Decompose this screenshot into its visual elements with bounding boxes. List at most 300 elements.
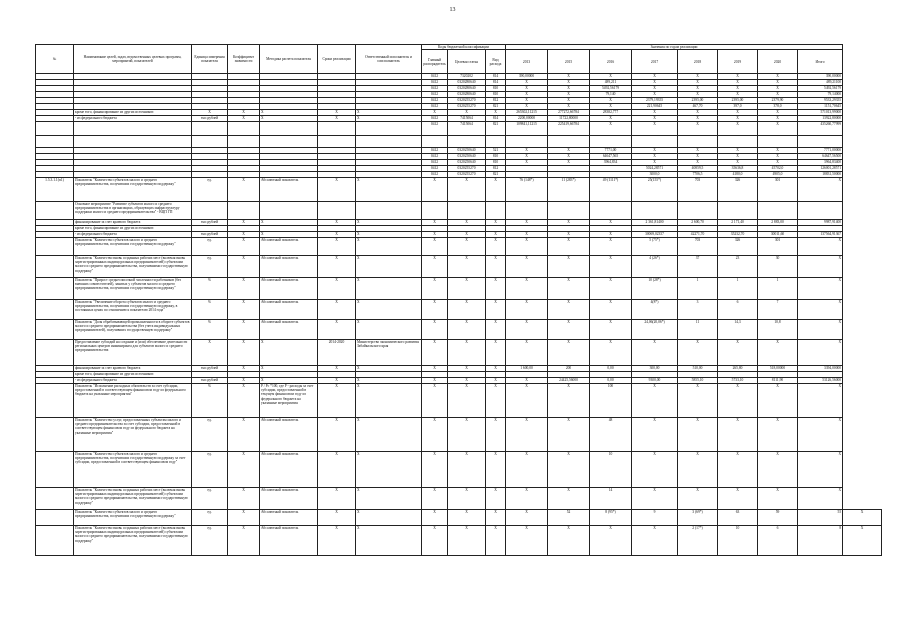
table-cell: 64647,56500 (798, 154, 843, 160)
table-cell: X (228, 378, 260, 384)
table-cell: Показатель "Прирост среднесписочной численности работников (без внешних совместителей), занятых у субъектов малого и среднего предпринимательства, получивших государственную поддержку" (74, 278, 192, 300)
table-cell: X (678, 340, 718, 366)
table-cell: 9 (632, 510, 678, 526)
table-row (36, 278, 882, 300)
table-cell (36, 320, 74, 340)
table-cell: X (548, 160, 590, 166)
table-cell (36, 418, 74, 452)
table-cell: X (548, 300, 590, 320)
table-cell: ед. (192, 418, 228, 452)
table-cell: X (486, 232, 506, 238)
header-year: 2013 (506, 50, 548, 74)
table-cell: тыс.рублей (192, 378, 228, 384)
table-cell: 3 (69*) (678, 510, 718, 526)
table-cell: X (678, 154, 718, 160)
table-cell: 821 (486, 122, 506, 136)
table-cell: X (718, 74, 758, 80)
table-cell: X (448, 340, 486, 366)
table-cell (192, 122, 228, 136)
table-cell: X (506, 80, 548, 86)
table-cell: X (548, 384, 590, 418)
table-cell (548, 202, 590, 220)
table-cell: X (718, 452, 758, 488)
table-cell (228, 122, 260, 136)
header-bcc-article: Целевая статья (448, 50, 486, 74)
table-cell: X (678, 122, 718, 136)
table-cell: X (318, 300, 356, 320)
table-cell: X (506, 232, 548, 238)
table-cell: Показатель "Количество вновь созданных рабочих мест (включая вновь зарегистрированных индивидуальных предпринимателей) субъектами малого и среднего предпринимательства, получившими государственную поддержку" (74, 526, 192, 556)
table-cell: X (318, 178, 356, 202)
table-row (36, 320, 882, 340)
table-cell: X (548, 154, 590, 160)
table-cell: X (486, 300, 506, 320)
header-coef: Коэффициент значимости (228, 45, 260, 74)
table-cell: 300,00 (632, 366, 678, 372)
table-cell: 5 (75*) (632, 238, 678, 256)
table-cell: 5492,56179 (798, 86, 843, 92)
table-cell: 6 (718, 300, 758, 320)
table-cell: 0320255270 (448, 172, 486, 178)
table-cell: X (632, 122, 678, 136)
table-cell: Показатель "Количество субъектов малого и среднего предпринимательства, получивших государственную поддержку" (74, 238, 192, 256)
table-cell: 3964,83400 (798, 160, 843, 166)
table-cell: X (718, 122, 758, 136)
table-cell: X (318, 116, 356, 122)
table-cell (74, 122, 192, 136)
table-cell: X (758, 384, 798, 418)
table-cell: тыс.рублей (192, 232, 228, 238)
table-cell: X (486, 178, 506, 202)
table-cell: X (356, 220, 422, 226)
table-cell: X (632, 110, 678, 116)
table-cell: X (506, 378, 548, 384)
table-cell: X (798, 452, 843, 488)
table-cell: X (548, 238, 590, 256)
table-cell: X (356, 278, 422, 300)
header-period: Сроки реализации (318, 45, 356, 74)
table-cell (36, 122, 74, 136)
table-cell: X (718, 384, 758, 418)
table-cell: X (448, 510, 486, 526)
table-cell: 0320280640 (448, 86, 486, 92)
table-cell: 0,00 (590, 366, 632, 372)
table-cell: X (632, 74, 678, 80)
table-cell: 518,00000 (758, 366, 798, 372)
table-cell: X (548, 98, 590, 104)
table-cell: X (590, 526, 632, 556)
table-cell: 200 (548, 366, 590, 372)
table-cell: X (448, 320, 486, 340)
table-row (36, 510, 882, 526)
table-cell: X (448, 526, 486, 556)
table-cell: X (228, 116, 260, 122)
table-cell: 10 (590, 452, 632, 488)
table-cell: X (228, 510, 260, 526)
table-cell: 8 (95*) (590, 510, 632, 526)
table-cell: 1 600,00 (506, 366, 548, 372)
table-cell: 35636,8 (718, 166, 758, 172)
table-cell (356, 202, 422, 220)
table-cell: Показатель "Исполнение расходных обязательств за счет субсидии, предоставленной в соответствующем финансовом году из федерального бюджета на указанные мероприятия" (74, 384, 192, 418)
table-cell: 5855,10 (678, 378, 718, 384)
table-cell: 812 (486, 98, 506, 104)
table-cell: Предоставление субсидий на создание и (или) обеспечение деятельности региональных центров инжиниринга для субъектов малого и среднего предпринимательства (74, 340, 192, 366)
table-cell: ед. (192, 526, 228, 556)
table-cell: 0412 (422, 116, 448, 122)
table-cell: X (798, 256, 843, 278)
table-cell: X (422, 110, 448, 116)
table-cell: 703 (678, 178, 718, 202)
table-cell: X (448, 418, 486, 452)
table-cell: 7771,00 (590, 148, 632, 154)
table-cell: кроме того, финансирование из других источников: (74, 372, 192, 378)
table-cell: X (548, 92, 590, 98)
table-cell: X (548, 256, 590, 278)
table-cell (678, 136, 718, 148)
table-cell: 0412 (422, 98, 448, 104)
table-cell (260, 122, 318, 136)
table-cell: X (758, 160, 798, 166)
table-cell: X (506, 154, 548, 160)
table-row (36, 178, 882, 202)
table-cell: X (798, 384, 843, 418)
table-cell: 7415064 (448, 122, 486, 136)
table-cell: 24,06(20,06*) (632, 320, 678, 340)
table-cell: 5733,10 (718, 378, 758, 384)
table-cell: X (506, 104, 548, 110)
table-cell (36, 452, 74, 488)
table-row (36, 238, 882, 256)
table-cell (228, 202, 260, 220)
table-cell: X (678, 148, 718, 154)
table-cell: финансирование за счет краевого бюджета (74, 220, 192, 226)
header-total: Итого (798, 50, 843, 74)
table-header (36, 45, 882, 74)
table-cell: % (192, 300, 228, 320)
table-cell (36, 238, 74, 256)
table-cell: 0412 (422, 86, 448, 92)
table-cell: 3964,834 (590, 160, 632, 166)
table-cell: X (632, 340, 678, 366)
table-cell: X (590, 122, 632, 136)
table-cell: 48 (590, 418, 632, 452)
table-cell: X (678, 86, 718, 92)
table-cell: 4 (26*) (632, 256, 678, 278)
table-cell: X (260, 116, 318, 122)
table-cell: ед. (192, 452, 228, 488)
header-year: 2020 (758, 50, 798, 74)
table-cell: X (228, 366, 260, 372)
table-cell: X (758, 74, 798, 80)
table-cell (422, 136, 448, 148)
table-cell (590, 136, 632, 148)
table-cell: - из федерального бюджета (74, 232, 192, 238)
header-values: Значения по годам реализации (506, 45, 843, 50)
table-cell: X (678, 116, 718, 122)
header-year: 2016 (590, 50, 632, 74)
table-cell: ед. (192, 256, 228, 278)
header-name: Наименование целей, задач, ведомственных целевых программ, мероприятий, показателей (74, 45, 192, 74)
program-table (35, 44, 882, 556)
table-cell: X (758, 92, 798, 98)
table-cell (260, 136, 318, 148)
table-cell: 0,00 (590, 378, 632, 384)
table-cell: X (548, 320, 590, 340)
table-cell: 1.5.3.1.1(п1) (36, 178, 74, 202)
table-cell (590, 202, 632, 220)
table-cell: X (718, 110, 758, 116)
table-cell: X (632, 86, 678, 92)
table-cell: X (356, 232, 422, 238)
table-cell: X (228, 238, 260, 256)
table-cell (318, 122, 356, 136)
table-cell (318, 136, 356, 148)
table-cell: X (422, 418, 448, 452)
table-cell: 1151,70645 (798, 104, 843, 110)
table-cell: P / Pc *100, где P - расходы за счет субсидии, предоставленной в текущем финансовом году из федерального бюджета на указанные мероприятия (260, 384, 318, 418)
table-cell: X (448, 232, 486, 238)
table-cell: X (548, 148, 590, 154)
table-cell: X (486, 510, 506, 526)
table-cell: X (356, 526, 422, 556)
table-cell: X (356, 510, 422, 526)
table-cell (228, 136, 260, 148)
table-cell: 28382,777 (590, 110, 632, 116)
table-cell: X (448, 278, 486, 300)
table-cell: 6 (758, 526, 798, 556)
table-cell (36, 526, 74, 556)
table-cell: X (228, 110, 260, 116)
table-cell: X (590, 116, 632, 122)
table-cell: X (678, 160, 718, 166)
table-cell: % (192, 278, 228, 300)
table-cell: 0412 (422, 92, 448, 98)
table-cell: X (506, 488, 548, 510)
table-cell: X (422, 366, 448, 372)
table-cell: X (422, 232, 448, 238)
table-cell: 0412 (422, 80, 448, 86)
table-cell: X (548, 452, 590, 488)
table-cell: X (678, 92, 718, 98)
table-cell: X (678, 384, 718, 418)
table-cell: X (678, 488, 718, 510)
table-cell: 2014-2020 (318, 340, 356, 366)
table-cell: 3 (678, 300, 718, 320)
table-cell: 2379,90 (758, 98, 798, 104)
table-cell: X (448, 256, 486, 278)
table-cell: X (422, 378, 448, 384)
table-cell: X (798, 300, 843, 320)
table-cell (718, 202, 758, 220)
table-cell: X (228, 488, 260, 510)
table-row (36, 136, 882, 148)
table-cell: X (318, 366, 356, 372)
table-cell: финансирование за счет краевого бюджета (74, 366, 192, 372)
table-row (36, 418, 882, 452)
header-unit: Единица измерения показателя (192, 45, 228, 74)
table-cell (486, 202, 506, 220)
table-row (36, 122, 882, 136)
header-method: Методика расчета показателя (260, 45, 318, 74)
table-cell: 49 (1111*) (590, 178, 632, 202)
table-cell: X (798, 340, 843, 366)
table-cell: Абсолютный показатель (260, 300, 318, 320)
table-cell: X (758, 148, 798, 154)
table-cell: X (632, 526, 678, 556)
table-cell: 53126,56000 (798, 378, 843, 384)
table-cell: 821 (486, 172, 506, 178)
table-cell: X (448, 300, 486, 320)
table-cell: 23 (718, 256, 758, 278)
table-cell: X (318, 378, 356, 384)
table-cell (36, 202, 74, 220)
table-cell: 18831,50000 (798, 172, 843, 178)
table-cell: 326 (718, 178, 758, 202)
table-cell: X (758, 154, 798, 160)
table-cell: X (486, 110, 506, 116)
table-cell: X (632, 148, 678, 154)
table-cell: X (486, 418, 506, 452)
table-cell: X (422, 320, 448, 340)
table-cell (356, 122, 422, 136)
table-cell: % (192, 320, 228, 340)
table-cell: X (718, 92, 758, 98)
table-cell: X (228, 418, 260, 452)
table-cell: 489,211 (590, 80, 632, 86)
table-cell: X (228, 452, 260, 488)
table-cell (356, 136, 422, 148)
table-cell: Показатель "Доля обрабатывающей промышленности в обороте субъектов малого и среднего предпринимательства (без учета индивидуальных предпринимателей), получивших государственную поддержку" (74, 320, 192, 340)
table-cell: X (548, 74, 590, 80)
table-cell: 79,140 (590, 92, 632, 98)
table-cell (448, 202, 486, 220)
table-cell: 0412 (422, 104, 448, 110)
table-cell: X (506, 340, 548, 366)
table-cell: X (422, 488, 448, 510)
table-cell: X (356, 488, 422, 510)
table-cell: X (718, 154, 758, 160)
table-cell: X (798, 178, 843, 202)
table-cell: 810 (486, 160, 506, 166)
table-cell: X (448, 378, 486, 384)
table-cell: X (678, 452, 718, 488)
table-cell: 24425,56000 (548, 378, 590, 384)
table-cell: Абсолютный показатель (260, 488, 318, 510)
table-cell: Министерство экономического развития Забайкальского края (356, 340, 422, 366)
table-cell: X (506, 526, 548, 556)
table-cell: X (590, 220, 632, 226)
table-cell: ед. (192, 178, 228, 202)
table-cell: X (758, 452, 798, 488)
table-cell: X (506, 148, 548, 154)
table-cell: 100 (590, 384, 632, 418)
table-cell: X (506, 278, 548, 300)
header-year: 2017 (632, 50, 678, 74)
table-cell: X (228, 256, 260, 278)
header-year: 2019 (718, 50, 758, 74)
table-cell: X (486, 488, 506, 510)
table-cell: X (356, 320, 422, 340)
table-cell: X (356, 452, 422, 488)
table-cell: X (678, 110, 718, 116)
table-cell: X (798, 418, 843, 452)
table-cell: 11722,80000 (548, 116, 590, 122)
table-cell: X (356, 418, 422, 452)
table-cell: X (590, 340, 632, 366)
table-cell (36, 488, 74, 510)
table-cell: 0412 (422, 122, 448, 136)
table-cell: X (798, 488, 843, 510)
table-cell: 64647,565 (590, 154, 632, 160)
table-cell: Абсолютный показатель (260, 418, 318, 452)
table-cell: 7771,00000 (798, 148, 843, 154)
table-cell: 810 (486, 86, 506, 92)
table-cell (758, 136, 798, 148)
header-executor: Ответственный исполнитель и соисполнитель (356, 45, 422, 74)
table-cell: X (798, 320, 843, 340)
table-row (36, 340, 882, 366)
table-cell: X (260, 340, 318, 366)
table-row (36, 202, 882, 220)
table-cell: X (632, 154, 678, 160)
table-cell (36, 278, 74, 300)
table-cell: X (448, 110, 486, 116)
table-cell: 7706,5 (678, 172, 718, 178)
table-cell: X (318, 510, 356, 526)
table-cell: X (318, 526, 356, 556)
table-cell: 2 361,81400 (632, 220, 678, 226)
table-cell: кроме того, финансирование из других источников: (74, 110, 192, 116)
table-cell: кроме того, финансирование из других источников: (74, 226, 192, 232)
table-cell: 137564,91367 (798, 232, 843, 238)
table-cell: X (486, 452, 506, 488)
table-cell: 4(8*) (632, 300, 678, 320)
table-cell: X (448, 488, 486, 510)
table-cell: X (318, 320, 356, 340)
table-cell: X (718, 418, 758, 452)
table-cell (192, 202, 228, 220)
table-cell: 2 883,00 (758, 220, 798, 226)
table-cell: X (678, 74, 718, 80)
table-cell: X (356, 366, 422, 372)
table-cell: X (548, 80, 590, 86)
table-cell: 10 (718, 526, 758, 556)
table-cell: X (318, 278, 356, 300)
table-row (36, 256, 882, 278)
table-cell (448, 136, 486, 148)
table-cell: 11 (678, 320, 718, 340)
table-cell: X (632, 452, 678, 488)
table-cell: X (486, 220, 506, 226)
table-cell: X (486, 526, 506, 556)
table-cell: 0320255270 (448, 98, 486, 104)
page-number: 13 (449, 7, 456, 13)
table-cell: X (718, 116, 758, 122)
table-cell: X (506, 418, 548, 452)
table-cell: X (506, 160, 548, 166)
table-cell: X (228, 526, 260, 556)
table-cell: X (758, 80, 798, 86)
table-cell: - из федерального бюджета (74, 116, 192, 122)
table-cell: 814 (486, 74, 506, 80)
table-cell: 2 (17*) (678, 526, 718, 556)
table-cell: 0320250640 (448, 154, 486, 160)
table-cell (758, 202, 798, 220)
table-cell: Абсолютный показатель (260, 178, 318, 202)
table-cell: X (192, 340, 228, 366)
table-cell: X (590, 278, 632, 300)
